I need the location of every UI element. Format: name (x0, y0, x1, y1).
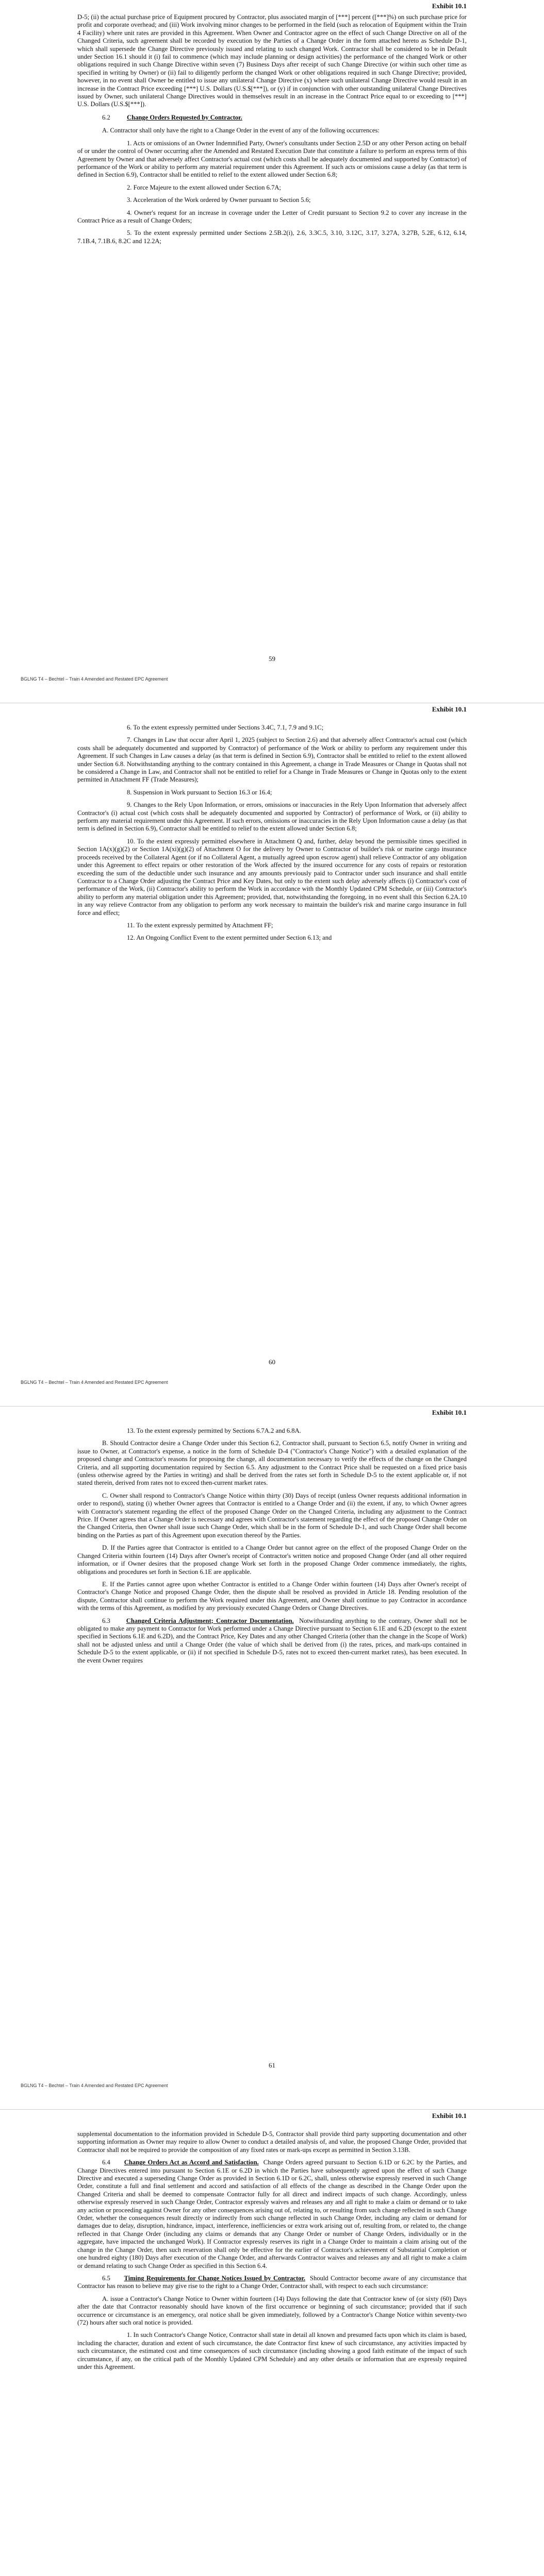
page-number: 59 (269, 655, 275, 663)
document-page (0, 1406, 544, 2110)
paragraph: D. If the Parties agree that Contractor is entitled to a Change Order but cannot agree on the effect of the proposed Change Order on the Changed Criteria within fourteen (14) Days after Owner's receipt of Contractor's written notice and proposed Change Order (and all other required information, or if Owner desires that the proposed change Work set forth in the proposed Change Order commence immediately, the rights, obligations and procedures set forth in Section 6.1E are applicable. (77, 1544, 467, 1575)
page-number: 60 (269, 1358, 275, 1366)
paragraph: 10. To the extent expressly permitted elsewhere in Attachment Q and, further, delay beyond the permissible times specified in Section 1A(x)(g)(2) or Section 1A(xi)(g)(2) of Attachment O for the delivery by Owner to Contractor of builder's risk or marine cargo insurance proceeds received by the Collateral Agent (or if no Collateral Agent, a mutually agreed upon escrow agent) shall relieve Contractor of any obligation under this Agreement to effect repairs or other restoration of the Work affected by the insured occurrence for any costs of repairs or restoration exceeding the sum of the deductible under such insurance and any amounts previously paid to Contractor under such insurance and shall entitle Contractor to a Change Order adjusting the Contract Price and Key Dates, but only to the extent such delay adversely affects (i) Contractor's cost of performance of the Work, (ii) Contractor's ability to perform the Work in accordance with the Monthly Updated CPM Schedule, or (iii) Contractor's ability to perform any material obligation under this Agreement; provided, that, notwithstanding the foregoing, in no event shall this Section 6.2A.10 in any way relieve Contractor from any obligation to perform any work necessary to maintain the builder's risk and marine cargo insurance in full force and effect; (77, 837, 467, 917)
section-title: Change Orders Requested by Contractor. (127, 113, 242, 121)
paragraph: 1. In such Contractor's Change Notice, Contractor shall state in detail all known and presumed facts upon which its claim is based, including the character, duration and extent of such circumstance, the date Contractor first knew of such circumstance, any activities impacted by such circumstance, the estimated cost and time consequences of such circumstance (including showing a good faith estimate of the impact of such circumstance, if any, on the critical path of the Monthly Updated CPM Schedule) and any other details or information that are expressly required under this Agreement. (77, 2331, 467, 2370)
exhibit-label: Exhibit 10.1 (432, 2112, 467, 2120)
section-number: 6.3 (102, 1617, 110, 1624)
section-title: Change Orders Act as Accord and Satisfaction. (124, 2159, 259, 2166)
document-page (0, 703, 544, 1406)
section-body: Notwithstanding anything to the contrary, Owner shall not be obligated to make any payment to Contractor for Work performed under a Change Directive pursuant to Section 6.1E and 6.2D (except to the extent specified in Sections 6.1E and 6.2D), and the Contract Price, Key Dates and any other Changed Criteria (other than the change in the Scope of Work) shall not be adjusted unless and until a Change Order (the value of which shall be derived from (i) the rates, prices, and mark-ups contained in Schedule D-5 to the extent applicable, or (ii) if not specified in Schedule D-5, rates not to exceed then-current market rates), has been executed. In the event Owner requires (77, 1617, 467, 1664)
footer-text: BGLNG T4 – Bechtel – Train 4 Amended and Restated EPC Agreement (21, 2083, 168, 2088)
section-body: Should Contractor become aware of any circumstance that Contractor has reason to believe may give rise to the right to a Change Order, Contractor shall, with respect to each such circumstance: (77, 2274, 467, 2290)
paragraph: supplemental documentation to the information provided in Schedule D-5, Contractor shall provide third party supporting documentation and other supporting information as Owner may require to allow Owner to conduct a detailed analysis of, and value, the proposed Change Order, provided that Contractor shall not be required to provide the composition of any fixed rates or mark-ups except as permitted in Section 3.13B. (77, 2130, 467, 2154)
paragraph: 2. Force Majeure to the extent allowed under Section 6.7A; (127, 183, 282, 191)
section-paragraph (77, 1617, 467, 1665)
paragraph: D-5; (ii) the actual purchase price of Equipment procured by Contractor, plus associated margin of [***] percent ([***]%) on such purchase price for profit and corporate overhead; and (iii) Work involving minor changes to be performed in the field (such as relocation of Equipment within the Train 4 Facility) where unit rates are provided in this Agreement. When Owner and Contractor agree on the effect of such Change Directive on all of the Changed Criteria, such agreement shall be recorded by execution by the Parties of a Change Order in the form attached hereto as Schedule D-1, which shall supersede the Change Directive previously issued and relating to such changed Work. Contractor shall be considered to be in Default under Section 16.1 should it (i) fail to commence (which may include planning or design activities) the performance of the changed Work or other obligations required in such Change Directive within seven (7) Business Days after receipt of such Change Directive (or within such other time as specified in writing by Owner) or (ii) fail to diligently perform the changed Work or other obligations required in such Change Directive; provided, however, in no event shall Owner be entitled to issue any unilateral Change Directive (x) where such unilateral Change Directive would result in an increase in the Contract Price exceeding [***] U.S. Dollars (U.S.$[***]), or (y) if in conjunction with other outstanding unilateral Change Directives issued by Owner, such unilateral Change Directives would in themselves result in an increase in the Contract Price equal to or exceeding to [***] U.S. Dollars (U.S.$[***]). (77, 13, 467, 108)
section-number: 6.4 (102, 2159, 110, 2166)
paragraph: 12. An Ongoing Conflict Event to the extent permitted under Section 6.13; and (127, 934, 332, 942)
paragraph: C. Owner shall respond to Contractor's Change Notice within thirty (30) Days of receipt (unless Owner requests additional information in order to respond), stating (i) whether Owner agrees that Contractor is entitled to a Change Order and (ii) the extent, if any, to which Owner agrees with Contractor's statement regarding the effect of the proposed Change Order on the Changed Criteria, including any adjustment to the Contract Price. If Owner agrees that a Change Order is necessary and agrees with Contractor's statement regarding the effect of the proposed Change Order on the Changed Criteria, then Owner shall issue such Change Order, which shall be in the form of Schedule D-1, and such Change Order shall become binding on the Parties as part of this Agreement upon execution thereof by the Parties. (77, 1492, 467, 1539)
section-paragraph (77, 2275, 467, 2291)
paragraph: 4. Owner's request for an increase in coverage under the Letter of Credit pursuant to Section 9.2 to cover any increase in the Contract Price as a result of Change Orders; (77, 209, 467, 224)
paragraph: E. If the Parties cannot agree upon whether Contractor is entitled to a Change Order within fourteen (14) Days after Owner's receipt of Contractor's Change Notice and proposed Change Order, then the dispute shall be resolved as provided in Article 18. Pending resolution of the dispute, Contractor shall continue to perform the Work required under this Agreement, and Owner shall continue to pay Contractor in accordance with the terms of this Agreement, as modified by any previously executed Change Orders or Change Directives. (77, 1580, 467, 1612)
section-number: 6.2 (102, 113, 110, 121)
section-body: Change Orders agreed pursuant to Section 6.1D or 6.2C by the Parties, and Change Directives entered into pursuant to Section 6.1E or 6.2D in which the Parties have subsequently agreed upon the effect of such Change Directive and executed a superseding Change Order as provided in Section 6.1D or 6.2C, shall, unless otherwise expressly reserved in such Change Order, constitute a full and final settlement and accord and satisfaction of all effects of the change as described in the Change Order upon the Changed Criteria and shall be deemed to compensate Contractor fully for all direct and indirect impacts of such change. Accordingly, unless otherwise expressly reserved in such Change Order, Contractor expressly waives and releases any and all right to make a claim or demand or to take any action or proceeding against Owner for any other consequences arising out of, relating to, or resulting from such change reflected in such Change Order, whether the consequences result directly or indirectly from such change reflected in such Change Order, including any claim or demand for damages due to delay, disruption, hindrance, impact, interference, inefficiencies or extra work arising out of, resulting from, or related to, the change reflected in that Change Order (including any claims or demands that any Change Order or number of Change Orders, individually or in the aggregate, have impacted the unchanged Work). If Contractor expressly reserves its right in a Change Order to maintain a claim arising out of the change in the Change Order, then such reservation shall only be effective for the earlier of Contractor's achievement of Substantial Completion or one hundred eighty (180) Days after execution of the Change Order, and afterwards Contractor waives and releases any and all right to make a claim or demand relating to such Change Order as specified in this Section 6.4. (77, 2159, 467, 2269)
paragraph: 8. Suspension in Work pursuant to Section 16.3 or 16.4; (127, 788, 272, 796)
paragraph: 7. Changes in Law that occur after April 1, 2025 (subject to Section 2.6) and that adversely affect Contractor's actual cost (which costs shall be adequately documented and supported by Contractor) of performance of the Work or ability to perform any requirement under this Agreement. If such Changes in Law causes a delay (as that term is defined in Section 6.9), Contractor shall be entitled to relief to the extent allowed under Section 6.8. Notwithstanding anything to the contrary contained in this Agreement, a change in Trade Measures or Change in Quotas shall not be considered a Change in Law, and Contractor shall not be entitled to relief for a Change in Trade Measures or Change in Quotas only to the extent permitted in Attachment FF (Trade Measures); (77, 736, 467, 784)
document-page (0, 2110, 544, 2576)
exhibit-label: Exhibit 10.1 (432, 705, 467, 713)
section-heading (77, 114, 467, 122)
paragraph: 6. To the extent expressly permitted under Sections 3.4C, 7.1, 7.9 and 9.1C; (127, 724, 324, 731)
page-number: 61 (269, 2061, 275, 2069)
paragraph: 9. Changes to the Rely Upon Information, or errors, omissions or inaccuracies in the Rely Upon Information that adversely affect Contractor's (i) actual cost (which costs shall be adequately documented and supported by Contractor) of performance of Work, or (ii) ability to perform any material requirement under this Agreement. If such errors, omissions or inaccuracies in the Rely Upon Information cause a delay (as that term is defined in Section 6.9), Contractor shall be entitled to relief to the extent allowed under Section 6.8; (77, 801, 467, 833)
section-title: Timing Requirements for Change Notices Issued by Contractor. (124, 2274, 306, 2282)
section-title: Changed Criteria Adjustment; Contractor Documentation. (126, 1617, 294, 1624)
document-page (0, 0, 544, 703)
paragraph: 11. To the extent expressly permitted by Attachment FF; (127, 921, 273, 929)
section-paragraph (77, 2159, 467, 2270)
paragraph: 13. To the extent expressly permitted by Sections 6.7A.2 and 6.8A. (127, 1427, 301, 1434)
paragraph: 1. Acts or omissions of an Owner Indemnified Party, Owner's consultants under Section 2.5D or any other Person acting on behalf of or under the control of Owner occurring after the Amended and Restated Execution Date that constitute a failure to perform an express term of this Agreement by Owner and that adversely affect Contractor's actual cost (which costs shall be adequately documented and supported by Contractor) of performance of the Work or ability to perform any material requirement under this Agreement. If such acts or omissions cause a delay (as that term is defined in Section 6.9), Contractor shall be entitled to relief to the extent allowed under Section 6.8; (77, 139, 467, 179)
paragraph: 3. Acceleration of the Work ordered by Owner pursuant to Section 5.6; (127, 196, 311, 204)
paragraph: A. Contractor shall only have the right to a Change Order in the event of any of the following occurrences: (102, 127, 380, 134)
footer-text: BGLNG T4 – Bechtel – Train 4 Amended and Restated EPC Agreement (21, 1380, 168, 1385)
exhibit-label: Exhibit 10.1 (432, 1409, 467, 1416)
paragraph: 5. To the extent expressly permitted under Sections 2.5B.2(i), 2.6, 3.3C.5, 3.10, 3.12C, 3.17, 3.27A, 3.27B, 5.2E, 6.12, 6.14, 7.1B.4, 7.1B.6, 8.2C and 12.2A; (77, 229, 467, 245)
footer-text: BGLNG T4 – Bechtel – Train 4 Amended and Restated EPC Agreement (21, 676, 168, 682)
paragraph: B. Should Contractor desire a Change Order under this Section 6.2, Contractor shall, pursuant to Section 6.5, notify Owner in writing and issue to Owner, at Contractor's expense, a notice in the form of Schedule D-4 ("Contractor's Change Notice") with a detailed explanation of the proposed change and Contractor's reasons for proposing the change, all documentation necessary to verify the effects of the change on the Changed Criteria, and all supporting documentation required by Section 6.5. Any adjustment to the Contract Price shall be requested on a fixed price basis (unless otherwise agreed by the Parties in writing) and shall be derived from the rates set forth in Schedule D-5 to the extent applicable or, if not stated therein, derived from rates not to exceed then-current market rates. (77, 1439, 467, 1487)
section-number: 6.5 (102, 2274, 110, 2282)
exhibit-label: Exhibit 10.1 (432, 2, 467, 10)
paragraph: A. issue a Contractor's Change Notice to Owner within fourteen (14) Days following the date that Contractor knew of (or sixty (60) Days after the date that Contractor reasonably should have known of the first occurrence or beginning of such circumstance; provided that if such occurrence or circumstance is an emergency, oral notice shall be given immediately, followed by a Contractor's Change Notice within seventy-two (72) hours after such oral notice is provided. (77, 2295, 467, 2326)
